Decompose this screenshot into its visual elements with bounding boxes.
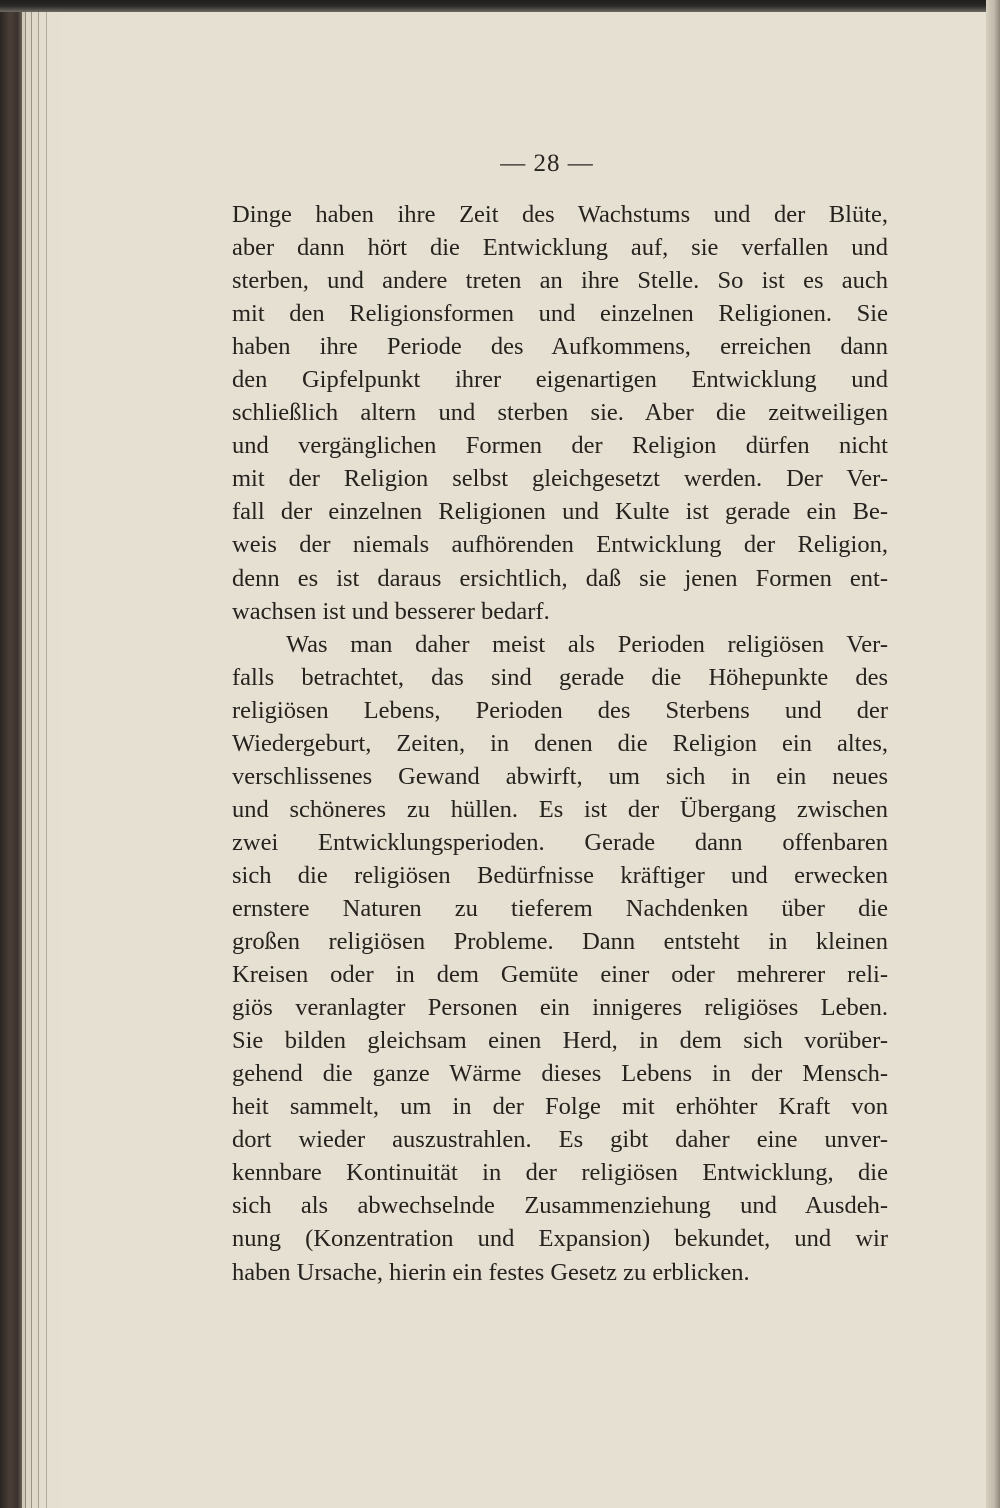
text-line: religiösen Lebens, Perioden des Sterbens und der [232,696,888,724]
text-line: falls betrachtet, das sind gerade die Höhepunkte des [232,663,888,691]
text-line: fall der einzelnen Religionen und Kulte ist gerade ein Be- [232,498,888,526]
text-line: Wiedergeburt, Zeiten, in denen die Religion ein altes, [232,729,888,757]
text-line: sterben, und andere treten an ihre Stelle. So ist es auch [232,267,888,295]
text-line: den Gipfelpunkt ihrer eigenartigen Entwicklung und [232,366,888,394]
text-line: denn es ist daraus ersichtlich, daß sie jenen Formen ent- [232,564,888,592]
text-line: und schöneres zu hüllen. Es ist der Übergang zwischen [232,795,888,823]
text-line: Kreisen oder in dem Gemüte einer oder mehrerer reli- [232,961,888,989]
text-line: sich als abwechselnde Zusammenziehung und Ausdeh- [232,1192,888,1220]
body-text [232,198,888,1289]
text-line: mit der Religion selbst gleichgesetzt werden. Der Ver- [232,465,888,493]
text-line: haben ihre Periode des Aufkommens, erreichen dann [232,333,888,361]
text-line: mit den Religionsformen und einzelnen Religionen. Sie [232,300,888,328]
top-edge [0,0,1000,12]
book-binding [0,0,22,1508]
text-line: nung (Konzentration und Expansion) bekundet, und wir [232,1225,888,1253]
right-page-edge [986,0,1000,1508]
text-line: Dinge haben ihre Zeit des Wachstums und der Blüte, [232,201,888,228]
text-line: und vergänglichen Formen der Religion dürfen nicht [232,432,888,460]
text-line: wachsen ist und besserer bedarf. [232,597,550,625]
text-line: sich die religiösen Bedürfnisse kräftiger und erwecken [232,861,888,889]
text-line: kennbare Kontinuität in der religiösen Entwicklung, die [232,1159,888,1187]
text-line: gehend die ganze Wärme dieses Lebens in der Mensch- [232,1060,888,1088]
text-line: schließlich altern und sterben sie. Aber die zeitweiligen [232,399,888,427]
text-line: verschlissenes Gewand abwirft, um sich in ein neues [232,762,888,790]
page-number [0,150,1000,178]
text-line: giös veranlagter Personen ein innigeres religiöses Leben. [232,994,888,1022]
text-line: aber dann hört die Entwicklung auf, sie verfallen und [232,234,888,262]
text-line: ernstere Naturen zu tieferem Nachdenken über die [232,894,888,922]
paragraph [232,628,888,1289]
text-line: heit sammelt, um in der Folge mit erhöhter Kraft von [232,1093,888,1121]
text-line: weis der niemals aufhörenden Entwicklung der Religion, [232,531,888,559]
paragraph [232,198,888,628]
text-line: großen religiösen Probleme. Dann entsteht in kleinen [232,928,888,956]
page-number-label: — 28 — [500,150,594,177]
text-line: dort wieder auszustrahlen. Es gibt daher eine unver- [232,1126,888,1154]
text-line: Was man daher meist als Perioden religiösen Ver- [286,630,888,658]
text-line: haben Ursache, hierin ein festes Gesetz zu erblicken. [232,1258,750,1286]
text-line: Sie bilden gleichsam einen Herd, in dem sich vorüber- [232,1027,888,1055]
page-edges [22,0,62,1508]
text-line: zwei Entwicklungsperioden. Gerade dann offenbaren [232,828,888,856]
